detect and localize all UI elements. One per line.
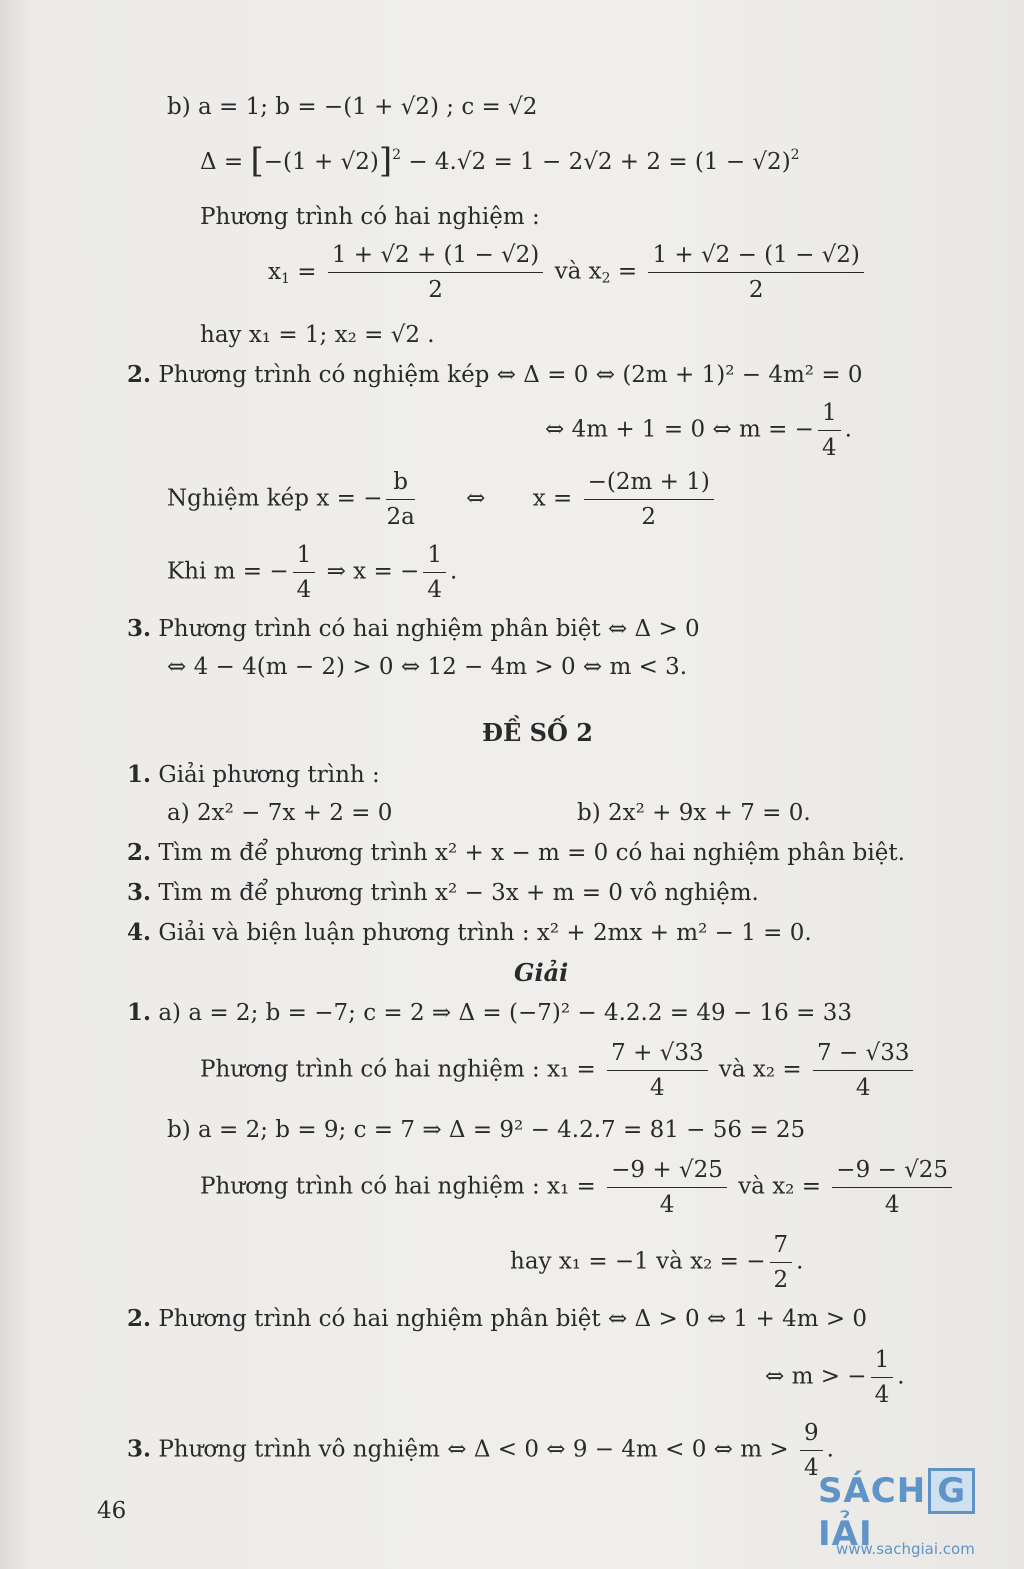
delta-formula-b: $\Delta = [-(1 + √2)]^2 - 4.√2 = 1 - 2√2 + 2 = (1 - √2)^2$ (200, 141, 800, 181)
solution-1b: b) a = 2; b = 9; c = 7 ⇒ Δ = 9² − 4.2.7 = 81 − 56 = 25 (167, 1117, 806, 1143)
solution-1a-roots: Phương trình có hai nghiệm : x₁ = $\frac{7 + √33}{4}$ và x₂ = $\frac{7 - √33}{4}$ (200, 1038, 917, 1103)
x2-fraction: $\frac{1 + √2 - (1 - √2)}{2}$ (648, 240, 863, 305)
roots-fraction-line: $x_1$ = $\frac{1 + √2 + (1 - √2)}{2}$ và $x_2$ = $\frac{1 + √2 - (1 - √2)}{2}$ (268, 240, 868, 305)
problem-1b: b) 2x² + 9x + 7 = 0. (577, 800, 811, 826)
problem-3: 3. Tìm m để phương trình x² − 3x + m = 0 vô nghiệm. (127, 879, 759, 906)
q2-line-b: ⇔ 4m + 1 = 0 ⇔ m = − $\frac{1}{4}$ . (545, 400, 852, 461)
solution-1a: 1. a) a = 2; b = −7; c = 2 ⇒ Δ = (−7)² − 4.2.2 = 49 − 16 = 33 (127, 999, 852, 1026)
problem-1: 1. Giải phương trình : (127, 761, 380, 788)
solution-2a: 2. Phương trình có hai nghiệm phân biệt ⇔ Δ > 0 ⇔ 1 + 4m > 0 (127, 1305, 868, 1332)
khi-m-line: Khi m = − $\frac{1}{4}$ ⇒ x = − $\frac{1}{4}$ . (167, 542, 458, 603)
solution-1b-roots: Phương trình có hai nghiệm : x₁ = $\frac{-9 + √25}{4}$ và x₂ = $\frac{-9 - √25}{4}$ (200, 1155, 956, 1220)
two-roots-text: Phương trình có hai nghiệm : (200, 204, 540, 230)
delta-inner: −(1 + √2) (263, 149, 379, 175)
delta-left: Δ = (200, 149, 251, 175)
part-b-coefficients: b) a = 1; b = −(1 + √2) ; c = √2 (167, 94, 538, 120)
sachgiai-logo: SÁCH GIẢI (818, 1468, 1018, 1532)
solution-1b-hay: hay x₁ = −1 và x₂ = − $\frac{7}{2}$ . (510, 1232, 804, 1293)
x1-fraction: $\frac{1 + √2 + (1 - √2)}{2}$ (328, 240, 543, 305)
exam-heading: ĐỀ SỐ 2 (482, 718, 593, 747)
problem-2: 2. Tìm m để phương trình x² + x − m = 0 có hai nghiệm phân biệt. (127, 839, 905, 866)
logo-url: www.sachgiai.com (836, 1540, 975, 1558)
solution-2b: ⇔ m > − $\frac{1}{4}$ . (765, 1347, 905, 1408)
delta-right: − 4.√2 = 1 − 2√2 + 2 = (1 − √2) (401, 149, 791, 175)
double-root-line: Nghiệm kép x = − $\frac{b}{2a}$ ⇔ x = $\frac{-(2m + 1)}{2}$ (167, 467, 718, 532)
problem-4: 4. Giải và biện luận phương trình : x² + 2mx + m² − 1 = 0. (127, 919, 812, 946)
hay-roots-b: hay x₁ = 1; x₂ = √2 . (200, 322, 435, 348)
solution-heading: Giải (514, 958, 569, 987)
solution-3: 3. Phương trình vô nghiệm ⇔ Δ < 0 ⇔ 9 − 4m < 0 ⇔ m > $\frac{9}{4}$ . (127, 1420, 834, 1481)
q2-line-a: 2. Phương trình có nghiệm kép ⇔ Δ = 0 ⇔ (2m + 1)² − 4m² = 0 (127, 361, 863, 388)
page-number: 46 (97, 1498, 127, 1524)
q3-line-a: 3. Phương trình có hai nghiệm phân biệt ⇔ Δ > 0 (127, 615, 700, 642)
problem-1a: a) 2x² − 7x + 2 = 0 (167, 800, 393, 826)
q3-line-b: ⇔ 4 − 4(m − 2) > 0 ⇔ 12 − 4m > 0 ⇔ m < 3. (167, 654, 688, 680)
